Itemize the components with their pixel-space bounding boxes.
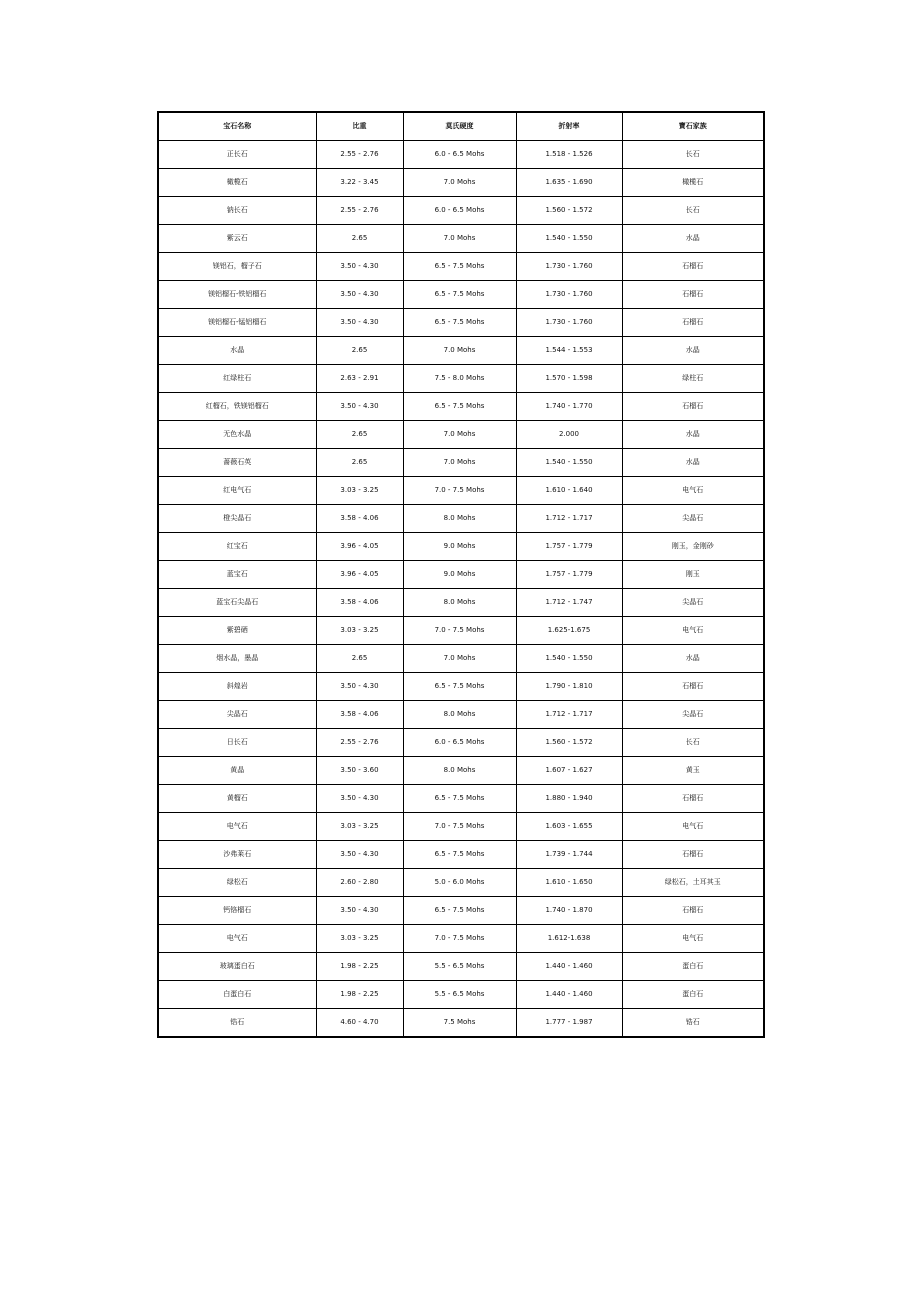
cell-specific-gravity: 3.96 - 4.05 — [316, 533, 403, 561]
gemstone-table — [157, 111, 765, 1038]
cell-mohs-hardness: 5.5 - 6.5 Mohs — [403, 953, 516, 981]
cell-gem-family: 长石 — [622, 197, 764, 225]
cell-mohs-hardness: 6.0 - 6.5 Mohs — [403, 197, 516, 225]
table-row — [158, 393, 764, 421]
table-row — [158, 1009, 764, 1038]
cell-mohs-hardness: 7.0 Mohs — [403, 421, 516, 449]
table-row — [158, 365, 764, 393]
table-row — [158, 421, 764, 449]
cell-refractive-index: 1.712 - 1.747 — [516, 589, 622, 617]
cell-gem-family: 绿松石，土耳其玉 — [622, 869, 764, 897]
cell-gem-family: 长石 — [622, 729, 764, 757]
cell-refractive-index: 1.607 - 1.627 — [516, 757, 622, 785]
cell-gem-name: 白蛋白石 — [158, 981, 316, 1009]
cell-refractive-index: 1.544 - 1.553 — [516, 337, 622, 365]
cell-mohs-hardness: 6.0 - 6.5 Mohs — [403, 729, 516, 757]
table-row — [158, 981, 764, 1009]
cell-gem-name: 黄晶 — [158, 757, 316, 785]
table-row — [158, 309, 764, 337]
cell-gem-name: 电气石 — [158, 813, 316, 841]
cell-mohs-hardness: 7.0 - 7.5 Mohs — [403, 477, 516, 505]
cell-gem-name: 蓝宝石 — [158, 561, 316, 589]
cell-gem-name: 正长石 — [158, 141, 316, 169]
cell-mohs-hardness: 8.0 Mohs — [403, 505, 516, 533]
table-body — [158, 141, 764, 1038]
cell-gem-family: 水晶 — [622, 645, 764, 673]
cell-mohs-hardness: 6.5 - 7.5 Mohs — [403, 309, 516, 337]
cell-mohs-hardness: 5.5 - 6.5 Mohs — [403, 981, 516, 1009]
table-row — [158, 673, 764, 701]
cell-refractive-index: 1.625-1.675 — [516, 617, 622, 645]
cell-mohs-hardness: 9.0 Mohs — [403, 561, 516, 589]
cell-mohs-hardness: 7.0 - 7.5 Mohs — [403, 813, 516, 841]
cell-specific-gravity: 1.98 - 2.25 — [316, 981, 403, 1009]
cell-refractive-index: 1.757 - 1.779 — [516, 533, 622, 561]
cell-specific-gravity: 2.55 - 2.76 — [316, 197, 403, 225]
cell-mohs-hardness: 7.5 Mohs — [403, 1009, 516, 1038]
cell-specific-gravity: 3.58 - 4.06 — [316, 505, 403, 533]
cell-gem-name: 红宝石 — [158, 533, 316, 561]
cell-refractive-index: 1.790 - 1.810 — [516, 673, 622, 701]
cell-mohs-hardness: 6.5 - 7.5 Mohs — [403, 785, 516, 813]
cell-mohs-hardness: 6.5 - 7.5 Mohs — [403, 393, 516, 421]
cell-gem-name: 红绿柱石 — [158, 365, 316, 393]
table-row — [158, 897, 764, 925]
cell-gem-name: 电气石 — [158, 925, 316, 953]
cell-refractive-index: 1.730 - 1.760 — [516, 281, 622, 309]
cell-gem-family: 绿柱石 — [622, 365, 764, 393]
cell-refractive-index: 1.440 - 1.460 — [516, 953, 622, 981]
cell-mohs-hardness: 6.5 - 7.5 Mohs — [403, 281, 516, 309]
cell-specific-gravity: 3.50 - 4.30 — [316, 309, 403, 337]
cell-specific-gravity: 2.60 - 2.80 — [316, 869, 403, 897]
table-row — [158, 757, 764, 785]
cell-mohs-hardness: 7.0 Mohs — [403, 169, 516, 197]
cell-gem-family: 石榴石 — [622, 785, 764, 813]
cell-specific-gravity: 2.63 - 2.91 — [316, 365, 403, 393]
cell-specific-gravity: 3.50 - 4.30 — [316, 785, 403, 813]
cell-specific-gravity: 3.96 - 4.05 — [316, 561, 403, 589]
cell-specific-gravity: 3.50 - 3.60 — [316, 757, 403, 785]
cell-gem-name: 水晶 — [158, 337, 316, 365]
cell-gem-family: 石榴石 — [622, 897, 764, 925]
cell-gem-name: 斜煌岩 — [158, 673, 316, 701]
cell-specific-gravity: 2.65 — [316, 645, 403, 673]
table-row — [158, 505, 764, 533]
cell-refractive-index: 1.730 - 1.760 — [516, 253, 622, 281]
cell-refractive-index: 1.518 - 1.526 — [516, 141, 622, 169]
cell-gem-name: 绿松石 — [158, 869, 316, 897]
cell-gem-family: 水晶 — [622, 449, 764, 477]
table-header-row — [158, 112, 764, 141]
cell-refractive-index: 1.739 - 1.744 — [516, 841, 622, 869]
cell-refractive-index: 1.540 - 1.550 — [516, 225, 622, 253]
cell-gem-family: 蛋白石 — [622, 981, 764, 1009]
cell-gem-family: 石榴石 — [622, 281, 764, 309]
table-row — [158, 701, 764, 729]
cell-refractive-index: 1.880 - 1.940 — [516, 785, 622, 813]
cell-gem-name: 玻璃蛋白石 — [158, 953, 316, 981]
cell-mohs-hardness: 5.0 - 6.0 Mohs — [403, 869, 516, 897]
cell-gem-name: 黄榴石 — [158, 785, 316, 813]
table-row — [158, 869, 764, 897]
cell-mohs-hardness: 9.0 Mohs — [403, 533, 516, 561]
cell-refractive-index: 1.610 - 1.650 — [516, 869, 622, 897]
header-specific-gravity: 比重 — [316, 112, 403, 141]
cell-specific-gravity: 3.03 - 3.25 — [316, 617, 403, 645]
cell-refractive-index: 1.740 - 1.870 — [516, 897, 622, 925]
header-mohs-hardness: 莫氏硬度 — [403, 112, 516, 141]
cell-gem-family: 电气石 — [622, 925, 764, 953]
cell-gem-family: 石榴石 — [622, 673, 764, 701]
cell-refractive-index: 1.612-1.638 — [516, 925, 622, 953]
cell-specific-gravity: 3.58 - 4.06 — [316, 701, 403, 729]
cell-gem-name: 蔷薇石英 — [158, 449, 316, 477]
cell-gem-name: 烟水晶，墨晶 — [158, 645, 316, 673]
cell-refractive-index: 1.635 - 1.690 — [516, 169, 622, 197]
cell-mohs-hardness: 7.0 - 7.5 Mohs — [403, 925, 516, 953]
cell-mohs-hardness: 6.5 - 7.5 Mohs — [403, 673, 516, 701]
cell-mohs-hardness: 7.0 Mohs — [403, 337, 516, 365]
cell-refractive-index: 1.757 - 1.779 — [516, 561, 622, 589]
table-row — [158, 169, 764, 197]
table-row — [158, 841, 764, 869]
header-gem-family: 寶石家族 — [622, 112, 764, 141]
cell-gem-name: 紫碧硒 — [158, 617, 316, 645]
table-row — [158, 449, 764, 477]
cell-mohs-hardness: 8.0 Mohs — [403, 589, 516, 617]
cell-specific-gravity: 3.50 - 4.30 — [316, 393, 403, 421]
cell-mohs-hardness: 7.0 Mohs — [403, 645, 516, 673]
table-row — [158, 953, 764, 981]
table-row — [158, 225, 764, 253]
header-refractive-index: 折射率 — [516, 112, 622, 141]
cell-specific-gravity: 2.65 — [316, 225, 403, 253]
cell-mohs-hardness: 7.0 - 7.5 Mohs — [403, 617, 516, 645]
cell-mohs-hardness: 6.5 - 7.5 Mohs — [403, 253, 516, 281]
cell-specific-gravity: 3.50 - 4.30 — [316, 897, 403, 925]
cell-gem-name: 紫云石 — [158, 225, 316, 253]
cell-gem-name: 橙尖晶石 — [158, 505, 316, 533]
cell-gem-family: 石榴石 — [622, 253, 764, 281]
cell-gem-name: 红电气石 — [158, 477, 316, 505]
cell-specific-gravity: 3.50 - 4.30 — [316, 673, 403, 701]
cell-refractive-index: 1.712 - 1.717 — [516, 505, 622, 533]
cell-gem-name: 沙弗莱石 — [158, 841, 316, 869]
cell-gem-name: 镁铝榴石-铁铝榴石 — [158, 281, 316, 309]
table-row — [158, 813, 764, 841]
cell-specific-gravity: 2.55 - 2.76 — [316, 729, 403, 757]
cell-gem-family: 尖晶石 — [622, 589, 764, 617]
cell-gem-family: 长石 — [622, 141, 764, 169]
cell-mohs-hardness: 8.0 Mohs — [403, 757, 516, 785]
cell-refractive-index: 1.560 - 1.572 — [516, 729, 622, 757]
cell-gem-family: 石榴石 — [622, 393, 764, 421]
cell-gem-name: 钠长石 — [158, 197, 316, 225]
table-row — [158, 617, 764, 645]
cell-gem-family: 电气石 — [622, 813, 764, 841]
cell-gem-name: 红榴石，铁镁铝榴石 — [158, 393, 316, 421]
cell-gem-name: 尖晶石 — [158, 701, 316, 729]
cell-gem-name: 钙铬榴石 — [158, 897, 316, 925]
cell-gem-family: 蛋白石 — [622, 953, 764, 981]
cell-refractive-index: 2.000 — [516, 421, 622, 449]
cell-gem-name: 锆石 — [158, 1009, 316, 1038]
cell-specific-gravity: 4.60 - 4.70 — [316, 1009, 403, 1038]
cell-mohs-hardness: 6.5 - 7.5 Mohs — [403, 897, 516, 925]
table-row — [158, 645, 764, 673]
cell-refractive-index: 1.570 - 1.598 — [516, 365, 622, 393]
table-row — [158, 337, 764, 365]
cell-gem-family: 橄榄石 — [622, 169, 764, 197]
cell-mohs-hardness: 6.5 - 7.5 Mohs — [403, 841, 516, 869]
cell-refractive-index: 1.740 - 1.770 — [516, 393, 622, 421]
table-row — [158, 925, 764, 953]
cell-specific-gravity: 3.03 - 3.25 — [316, 925, 403, 953]
table-row — [158, 533, 764, 561]
cell-mohs-hardness: 7.5 - 8.0 Mohs — [403, 365, 516, 393]
cell-gem-name: 镁铝石，榴子石 — [158, 253, 316, 281]
cell-specific-gravity: 3.50 - 4.30 — [316, 281, 403, 309]
cell-gem-family: 尖晶石 — [622, 505, 764, 533]
cell-refractive-index: 1.712 - 1.717 — [516, 701, 622, 729]
cell-specific-gravity: 1.98 - 2.25 — [316, 953, 403, 981]
table-row — [158, 561, 764, 589]
table-row — [158, 589, 764, 617]
table-row — [158, 253, 764, 281]
cell-gem-family: 电气石 — [622, 617, 764, 645]
cell-refractive-index: 1.730 - 1.760 — [516, 309, 622, 337]
cell-gem-family: 锆石 — [622, 1009, 764, 1038]
cell-gem-family: 石榴石 — [622, 841, 764, 869]
cell-gem-family: 水晶 — [622, 421, 764, 449]
cell-mohs-hardness: 6.0 - 6.5 Mohs — [403, 141, 516, 169]
cell-specific-gravity: 3.22 - 3.45 — [316, 169, 403, 197]
cell-gem-family: 尖晶石 — [622, 701, 764, 729]
cell-mohs-hardness: 8.0 Mohs — [403, 701, 516, 729]
cell-refractive-index: 1.540 - 1.550 — [516, 449, 622, 477]
cell-specific-gravity: 3.03 - 3.25 — [316, 813, 403, 841]
cell-specific-gravity: 3.58 - 4.06 — [316, 589, 403, 617]
cell-mohs-hardness: 7.0 Mohs — [403, 449, 516, 477]
cell-gem-family: 刚玉 — [622, 561, 764, 589]
table-row — [158, 785, 764, 813]
table-row — [158, 281, 764, 309]
cell-gem-name: 无色水晶 — [158, 421, 316, 449]
cell-specific-gravity: 2.55 - 2.76 — [316, 141, 403, 169]
table-row — [158, 197, 764, 225]
cell-gem-family: 水晶 — [622, 225, 764, 253]
cell-gem-family: 黄玉 — [622, 757, 764, 785]
table-row — [158, 477, 764, 505]
cell-gem-name: 蓝宝石尖晶石 — [158, 589, 316, 617]
cell-specific-gravity: 2.65 — [316, 449, 403, 477]
cell-refractive-index: 1.610 - 1.640 — [516, 477, 622, 505]
cell-gem-name: 橄榄石 — [158, 169, 316, 197]
cell-specific-gravity: 3.50 - 4.30 — [316, 253, 403, 281]
cell-specific-gravity: 3.50 - 4.30 — [316, 841, 403, 869]
cell-gem-family: 电气石 — [622, 477, 764, 505]
cell-gem-name: 日长石 — [158, 729, 316, 757]
cell-specific-gravity: 2.65 — [316, 337, 403, 365]
cell-refractive-index: 1.560 - 1.572 — [516, 197, 622, 225]
cell-mohs-hardness: 7.0 Mohs — [403, 225, 516, 253]
cell-refractive-index: 1.540 - 1.550 — [516, 645, 622, 673]
cell-gem-name: 镁铝榴石-锰铝榴石 — [158, 309, 316, 337]
cell-refractive-index: 1.777 - 1.987 — [516, 1009, 622, 1038]
table-row — [158, 729, 764, 757]
cell-gem-family: 水晶 — [622, 337, 764, 365]
cell-specific-gravity: 2.65 — [316, 421, 403, 449]
cell-gem-family: 刚玉，金刚砂 — [622, 533, 764, 561]
table-row — [158, 141, 764, 169]
header-gem-name: 宝石名称 — [158, 112, 316, 141]
cell-refractive-index: 1.440 - 1.460 — [516, 981, 622, 1009]
cell-gem-family: 石榴石 — [622, 309, 764, 337]
cell-specific-gravity: 3.03 - 3.25 — [316, 477, 403, 505]
cell-refractive-index: 1.603 - 1.655 — [516, 813, 622, 841]
